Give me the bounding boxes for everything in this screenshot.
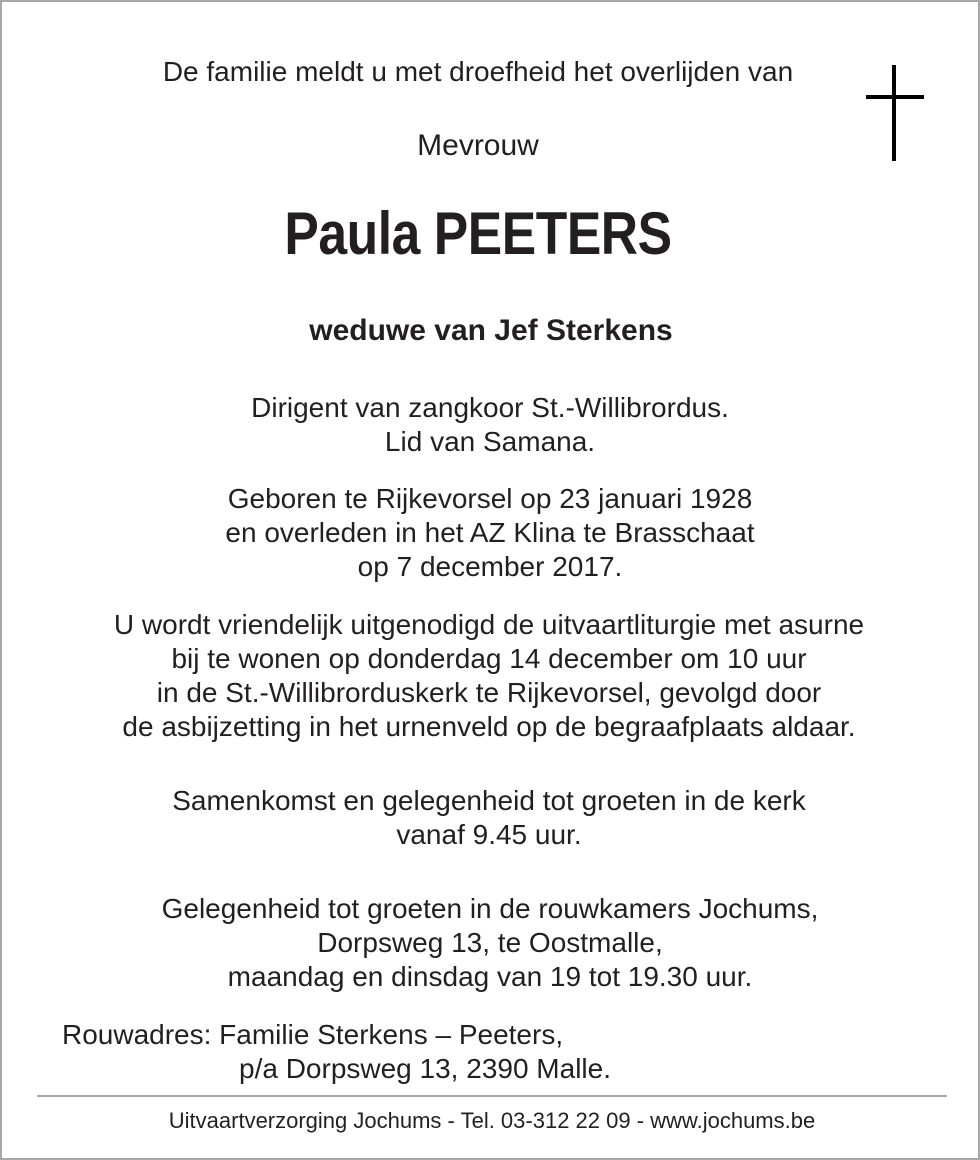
funeral-line: U wordt vriendelijk uitgenodigd de uitvaartliturgie met asurne: [113, 609, 865, 640]
dates-block: [0, 482, 980, 584]
visitation-block: [0, 892, 980, 994]
gathering-line: vanaf 9.45 uur.: [396, 819, 582, 850]
dates-line: en overleden in het AZ Klina te Brasschaat: [225, 517, 755, 548]
visitation-line: Gelegenheid tot groeten in de rouwkamers Jochums,: [161, 893, 819, 924]
cross-horizontal-bar: [866, 95, 924, 99]
address-line: Rouwadres: Familie Sterkens – Peeters,: [62, 1019, 564, 1050]
roles-line: Lid van Samana.: [384, 426, 596, 457]
deceased-name: Paula PEETERS: [284, 200, 672, 267]
intro-text: De familie meldt u met droefheid het overlijden van: [162, 56, 794, 87]
footer-divider: [37, 1095, 947, 1097]
funeral-line: in de St.-Willibrorduskerk te Rijkevorsel, gevolgd door: [156, 677, 822, 708]
dates-line: Geboren te Rijkevorsel op 23 januari 1928: [227, 483, 753, 514]
funeral-line: de asbijzetting in het urnenveld op de begraafplaats aldaar.: [122, 711, 856, 742]
visitation-line: maandag en dinsdag van 19 tot 19.30 uur.: [227, 961, 753, 992]
dates-line: op 7 december 2017.: [357, 551, 623, 582]
visitation-line: Dorpsweg 13, te Oostmalle,: [317, 927, 663, 958]
spouse-line: weduwe van Jef Sterkens: [309, 314, 673, 347]
roles-line: Dirigent van zangkoor St.-Willibrordus.: [251, 392, 729, 423]
address-line: p/a Dorpsweg 13, 2390 Malle.: [239, 1053, 611, 1084]
funeral-block: [0, 608, 979, 744]
footer-text: Uitvaartverzorging Jochums - Tel. 03-312 22 09 - www.jochums.be: [168, 1108, 816, 1133]
gathering-block: [0, 784, 979, 852]
roles-block: [0, 391, 980, 459]
mourning-address: [62, 1018, 611, 1086]
funeral-line: bij te wonen op donderdag 14 december om 10 uur: [171, 643, 807, 674]
honorific-title: Mevrouw: [417, 129, 539, 162]
gathering-line: Samenkomst en gelegenheid tot groeten in de kerk: [172, 785, 806, 816]
